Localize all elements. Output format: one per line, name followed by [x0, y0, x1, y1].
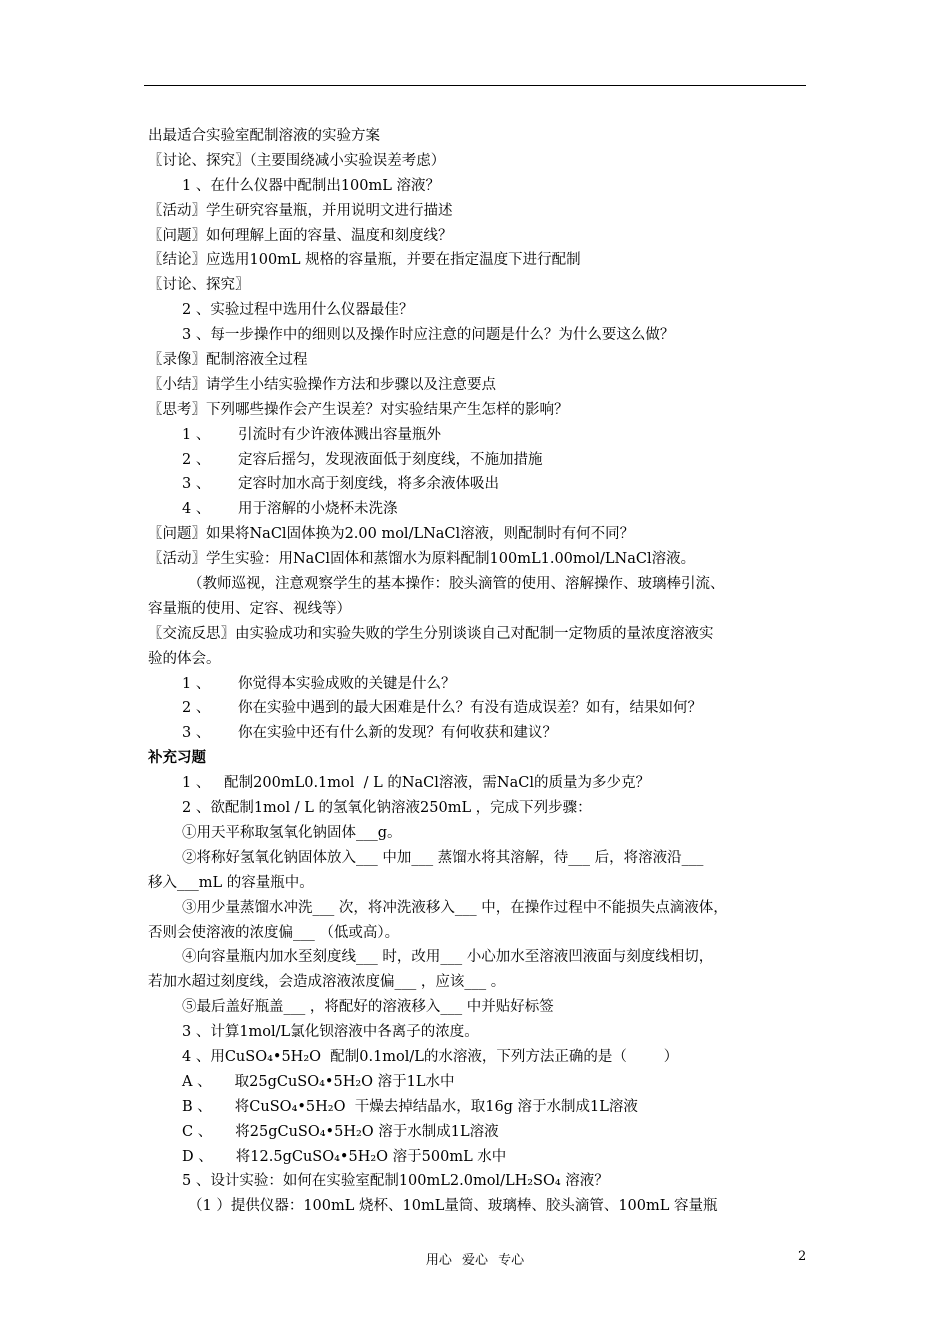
text-line: 否则会使溶液的浓度偏___ （低或高）。 [148, 924, 400, 941]
text-line: 〖交流反思〗由实验成功和实验失败的学生分别谈谈自己对配制一定物质的量浓度溶液实 [148, 625, 714, 642]
text-line: D 、 将12.5gCuSO₄•5H₂O 溶于500mL 水中 [182, 1148, 507, 1165]
page-body [148, 124, 818, 1219]
text-line: 1 、 配制200mL0.1mol / L 的NaCl溶液，需NaCl的质量为多少克？ [182, 775, 650, 792]
text-line: ③用少量蒸馏水冲洗___ 次，将冲洗液移入___ 中，在操作过程中不能损失点滴液体， [182, 899, 728, 916]
text-line: 4 、 用于溶解的小烧杯未洗涤 [182, 501, 398, 518]
text-line: ④向容量瓶内加水至刻度线___ 时，改用___ 小心加水至溶液凹液面与刻度线相切， [182, 949, 714, 966]
text-line: 4 、用CuSO₄•5H₂O 配制0.1mol/L的水溶液，下列方法正确的是（ ） [182, 1048, 679, 1065]
text-line: 3 、计算1mol/L氯化钡溶液中各离子的浓度。 [182, 1024, 479, 1041]
text-line: 若加水超过刻度线，会造成溶液浓度偏___ ，应该___ 。 [148, 974, 506, 991]
text-line: 1 、 引流时有少许液体溅出容量瓶外 [182, 426, 441, 443]
text-line: ②将称好氢氧化钠固体放入___ 中加___ 蒸馏水将其溶解，待___ 后，将溶液沿___ [182, 849, 704, 866]
text-line: ⑤最后盖好瓶盖___ ，将配好的溶液移入___ 中并贴好标签 [182, 999, 554, 1016]
text-line: 容量瓶的使用、定容、视线等） [148, 600, 351, 617]
text-line: 〖问题〗如何理解上面的容量、温度和刻度线？ [148, 227, 453, 244]
text-line: 验的体会。 [148, 650, 221, 667]
header-rule [144, 85, 806, 86]
text-line: （1 ）提供仪器：100mL 烧杯、10mL量筒、玻璃棒、胶头滴管、100mL 容量瓶 [188, 1198, 718, 1215]
text-line: 3 、 你在实验中还有什么新的发现？有何收获和建议？ [182, 725, 557, 742]
page-number: 2 [798, 1249, 807, 1264]
text-line: 3 、每一步操作中的细则以及操作时应注意的问题是什么？为什么要这么做？ [182, 327, 675, 344]
text-line: 1 、在什么仪器中配制出100mL 溶液？ [182, 177, 440, 194]
text-line: ①用天平称取氢氧化钠固体___g。 [182, 824, 402, 841]
text-line: 3 、 定容时加水高于刻度线，将多余液体吸出 [182, 476, 499, 493]
text-line: 移入___mL 的容量瓶中。 [148, 874, 314, 891]
text-line: 1 、 你觉得本实验成败的关键是什么？ [182, 675, 456, 692]
text-line: B 、 将CuSO₄•5H₂O 干燥去掉结晶水，取16g 溶于水制成1L溶液 [182, 1098, 638, 1115]
text-line: 2 、欲配制1mol / L 的氢氧化钠溶液250mL ，完成下列步骤： [182, 800, 592, 817]
text-line: 〖小结〗请学生小结实验操作方法和步骤以及注意要点 [148, 376, 496, 393]
text-line: C 、 将25gCuSO₄•5H₂O 溶于水制成1L溶液 [182, 1123, 499, 1140]
text-line: 〖结论〗应选用100mL 规格的容量瓶，并要在指定温度下进行配制 [148, 252, 581, 269]
text-line: 5 、设计实验：如何在实验室配制100mL2.0mol/LH₂SO₄ 溶液？ [182, 1173, 609, 1190]
text-line: 〖活动〗学生实验：用NaCl固体和蒸馏水为原料配制100mL1.00mol/LNaCl溶液。 [148, 551, 696, 568]
text-line: 2 、实验过程中选用什么仪器最佳？ [182, 302, 414, 319]
text-line: 出最适合实验室配制溶液的实验方案 [148, 128, 380, 144]
text-line: （教师巡视，注意观察学生的基本操作：胶头滴管的使用、溶解操作、玻璃棒引流、 [188, 576, 725, 593]
text-line: 2 、 你在实验中遇到的最大困难是什么？有没有造成误差？如有，结果如何？ [182, 700, 702, 717]
text-line: 〖讨论、探究〗 [148, 277, 250, 294]
text-line: 〖讨论、探究〗（主要围绕减小实验误差考虑） [148, 152, 446, 169]
section-heading: 补充习题 [148, 750, 206, 767]
text-line: 2 、 定容后摇匀，发现液面低于刻度线，不施加措施 [182, 451, 543, 468]
text-line: 〖问题〗如果将NaCl固体换为2.00 mol/LNaCl溶液，则配制时有何不同？ [148, 526, 635, 543]
text-line: 〖录像〗配制溶液全过程 [148, 352, 308, 369]
text-line: A 、 取25gCuSO₄•5H₂O 溶于1L水中 [182, 1073, 455, 1090]
text-line: 〖活动〗学生研究容量瓶，并用说明文进行描述 [148, 202, 453, 219]
footer-slogan: 用心 爱心 专心 [425, 1253, 525, 1268]
text-line: 〖思考〗下列哪些操作会产生误差？对实验结果产生怎样的影响？ [148, 401, 569, 418]
